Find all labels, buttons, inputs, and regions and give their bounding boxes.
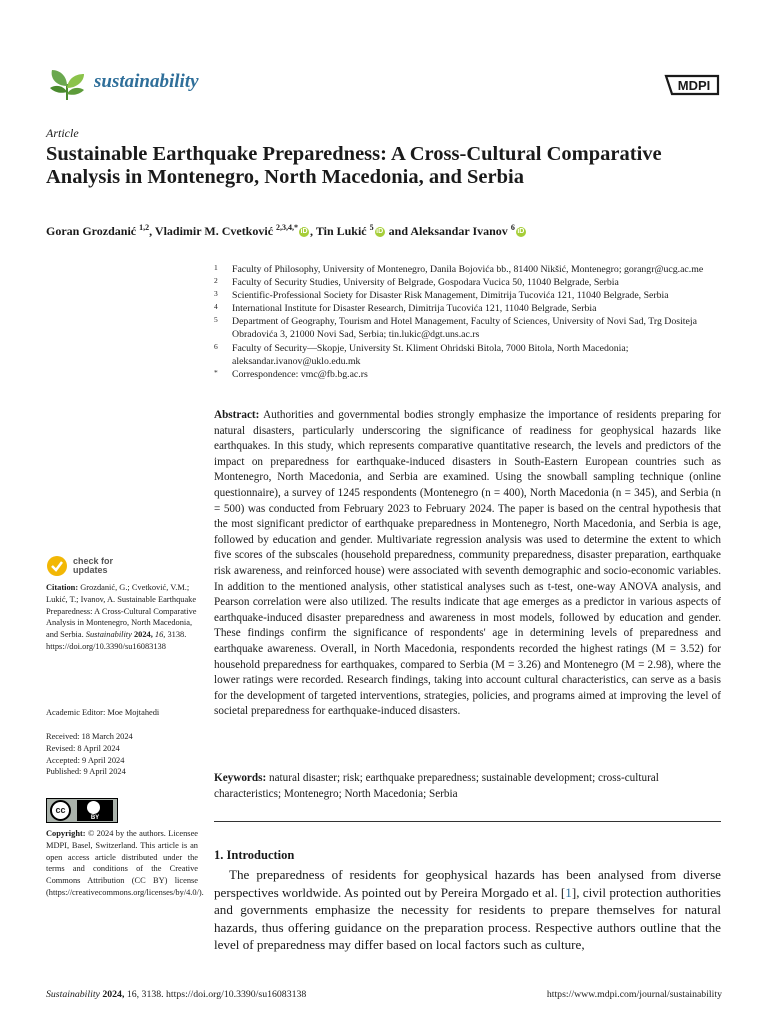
- affiliation-text: Scientific-Professional Society for Disaster Risk Management, Dimitrija Tucovića 121, 11040 Belgrade, Serbia: [232, 290, 669, 302]
- date-accepted: Accepted: 9 April 2024: [46, 755, 125, 765]
- copyright-block: [46, 828, 204, 899]
- reference-link[interactable]: 1: [565, 884, 572, 900]
- section-divider: [214, 821, 721, 822]
- affiliation-text: Faculty of Security Studies, University of Belgrade, Gospodara Vucica 50, 11040 Belgrade, Serbia: [232, 277, 619, 289]
- abstract: [214, 408, 721, 720]
- by-label: BY: [90, 815, 100, 821]
- footer-year: 2024,: [102, 989, 125, 1000]
- affiliation-item: [214, 315, 724, 341]
- author-separator: and: [385, 224, 411, 238]
- author[interactable]: [46, 224, 149, 238]
- cc-license-badge[interactable]: [46, 798, 118, 823]
- check-updates-icon: [46, 555, 68, 577]
- author-name: Aleksandar Ivanov: [410, 224, 508, 238]
- affiliation-text: Correspondence: vmc@fb.bg.ac.rs: [232, 368, 368, 380]
- mdpi-logo-text: MDPI: [677, 78, 711, 93]
- cc-icon: cc: [50, 800, 71, 821]
- abstract-label: Abstract:: [214, 409, 260, 421]
- footer-journal-url[interactable]: https://www.mdpi.com/journal/sustainability: [546, 989, 722, 1000]
- introduction-text: [214, 866, 721, 954]
- citation-journal: Sustainability: [85, 630, 132, 640]
- affiliation-item: [214, 368, 724, 381]
- by-icon: [77, 800, 113, 821]
- author-affiliation-marker: 2,3,4,*: [276, 223, 299, 232]
- citation-year: 2024,: [133, 630, 153, 640]
- intro-text-part1: The preparedness of residents for geophysical hazards has been analysed from diverse perspectives worldwide. As pointed out by Pereira Morgado et al. [: [214, 867, 721, 900]
- intro-text-part2: ], civil protection authorities and governments emphasize the necessity for residents to prepare themselves for natural hazards, thus offering guidance on the preparation process. Respective authors outline that the level of preparedness may differ based on local factors such as culture,: [214, 884, 721, 952]
- footer-citation: [46, 989, 306, 1000]
- check-updates-line2: updates: [73, 565, 108, 575]
- person-icon: [87, 801, 100, 814]
- affiliation-item: [214, 302, 724, 315]
- keywords-text: natural disaster; risk; earthquake preparedness; sustainable development; cross-cultural characteristics; Montenegro; North Macedonia; Serbia: [214, 772, 659, 800]
- check-updates-line1: check for: [73, 555, 114, 566]
- journal-name: sustainability: [94, 71, 199, 92]
- author-name: Tin Lukić: [315, 224, 367, 238]
- affiliation-number: 5: [214, 315, 218, 325]
- journal-logo: [46, 64, 199, 104]
- citation-text: Grozdanić, G.; Cvetković, V.M.; Lukić, T.; Ivanov, A. Sustainable Earthquake Preparedness: A Cross-Cultural Comparative Analysis in Montenegro, North Macedonia, and Serbia.: [46, 583, 197, 640]
- article-title: Sustainable Earthquake Preparedness: A Cross-Cultural Comparative Analysis in Montenegro, North Macedonia, and Serbia: [46, 143, 662, 188]
- orcid-icon[interactable]: iD: [376, 228, 384, 236]
- author-list: [46, 223, 746, 239]
- author-name: Vladimir M. Cvetković: [154, 224, 274, 238]
- footer-doi[interactable]: 16, 3138. https://doi.org/10.3390/su16083138: [126, 989, 307, 1000]
- copyright-text: © 2024 by the authors. Licensee MDPI, Basel, Switzerland. This article is an open access article distributed under the terms and conditions of the Creative Commons Attribution (CC BY) license (https://creativecommons.org/licenses/by/4.0/).: [46, 829, 204, 897]
- article-type: Article: [46, 126, 79, 140]
- citation-doi[interactable]: 3138. https://doi.org/10.3390/su16083138: [46, 630, 187, 651]
- affiliation-number: 1: [214, 263, 218, 272]
- keywords-label: Keywords:: [214, 772, 267, 784]
- academic-editor: Academic Editor: Moe Mojtahedi: [46, 708, 160, 717]
- author-separator: ,: [149, 224, 155, 238]
- author-affiliation-marker: 6: [510, 223, 515, 232]
- date-published: Published: 9 April 2024: [46, 767, 126, 777]
- citation-label: Citation:: [46, 583, 79, 592]
- affiliation-number: 2: [214, 276, 218, 286]
- date-revised: Revised: 8 April 2024: [46, 743, 120, 753]
- affiliation-text: Faculty of Philosophy, University of Montenegro, Danila Bojovića bb., 81400 Nikšić, Montenegro; gorangr@ucg.ac.me: [232, 264, 704, 275]
- author-separator: ,: [310, 224, 316, 238]
- check-updates-label: [73, 557, 113, 576]
- author-name: Goran Grozdanić: [46, 224, 137, 238]
- keywords: [214, 771, 721, 802]
- mdpi-logo: [664, 72, 720, 98]
- author-affiliation-marker: 5: [369, 223, 374, 232]
- author[interactable]: [155, 224, 310, 238]
- orcid-icon[interactable]: iD: [300, 228, 308, 236]
- author[interactable]: [316, 224, 386, 238]
- orcid-icon[interactable]: iD: [517, 228, 525, 236]
- dates-block: [46, 731, 198, 778]
- affiliation-number: 4: [214, 302, 218, 312]
- affiliation-item: [214, 289, 724, 302]
- leaf-icon: [46, 64, 88, 104]
- affiliation-number: 3: [214, 289, 218, 299]
- date-received: Received: 18 March 2024: [46, 732, 133, 741]
- author-affiliation-marker: 1,2: [139, 223, 150, 232]
- affiliation-number: *: [214, 367, 218, 377]
- author[interactable]: [410, 224, 526, 238]
- abstract-text: Authorities and governmental bodies strongly emphasize the importance of residents preparing for natural disasters, particularly underscoring the significance of readiness for geophysical hazards like earthquakes. In this study, which represents comparative quantitative research, the levels and predictors of the impact on preparedness for earthquake-induced disasters in South-Eastern European countries such as Montenegro, North Macedonia, and Serbia are examined. Using the snowball sampling technique (online questionnaire), a survey of 1245 respondents (Montenegro (n = 400), North Macedonia (n = 345), and Serbia (n = 500) was conducted from February 2023 to February 2024. The paper is based on the central hypothesis that the most significant predictor of earthquake preparedness in Montenegro, North Macedonia, and Serbia is age, followed by education and gender. Multivariate regression analysis was used to determine the extent to which five scores of the subscales (household preparedness, community preparedness, disaster preparation, earthquake risk awareness, and reinforced house) were associated with seventh demographic and socio-economic variables. In addition to the mentioned analysis, other statistical analyses such as t-test, one-way ANOVA analysis, and Pearson correlation were also utilized. The results indicate that age emerges as a predictor in various aspects of earthquake-induced disaster preparedness and awareness in most models, followed by education and gender. These findings confirm the significance of respondents' age in determining levels of preparedness and earthquake awareness. Overall, in North Macedonia, respondents recorded the highest ratings (M = 3.52) for household preparedness for earthquakes, compared to Serbia (M = 3.26) and Montenegro (M = 2.98), where the lower ratings were recorded. Research findings, taking into account cultural characteristics, can serve as a basis for the development of targeted interventions, strategies, policies, and programs aimed at improving the level of societal preparedness for earthquake-induced disasters.: [214, 409, 721, 718]
- citation-block: [46, 582, 198, 653]
- section-heading-introduction: 1. Introduction: [214, 848, 295, 862]
- copyright-label: Copyright:: [46, 829, 86, 838]
- affiliation-list: [214, 263, 724, 381]
- affiliation-item: [214, 263, 724, 276]
- citation-volume: 16,: [154, 630, 166, 640]
- affiliation-item: [214, 342, 724, 368]
- affiliation-text: International Institute for Disaster Research, Dimitrija Tucovića 121, 11040 Belgrade, Serbia: [232, 303, 597, 315]
- affiliation-number: 6: [214, 341, 218, 351]
- affiliation-item: [214, 276, 724, 289]
- footer-journal: Sustainability: [46, 989, 100, 1000]
- affiliation-text: Department of Geography, Tourism and Hotel Management, Faculty of Sciences, University of Novi Sad, Trg Dositeja Obradovića 3, 21000 Novi Sad, Serbia; tin.lukic@dgt.uns.ac.rs: [232, 316, 697, 341]
- affiliation-text: Faculty of Security—Skopje, University St. Kliment Ohridski Bitola, 7000 Bitola, North Macedonia; aleksandar.ivanov@uklo.edu.mk: [232, 342, 629, 367]
- check-for-updates-button[interactable]: [46, 555, 113, 577]
